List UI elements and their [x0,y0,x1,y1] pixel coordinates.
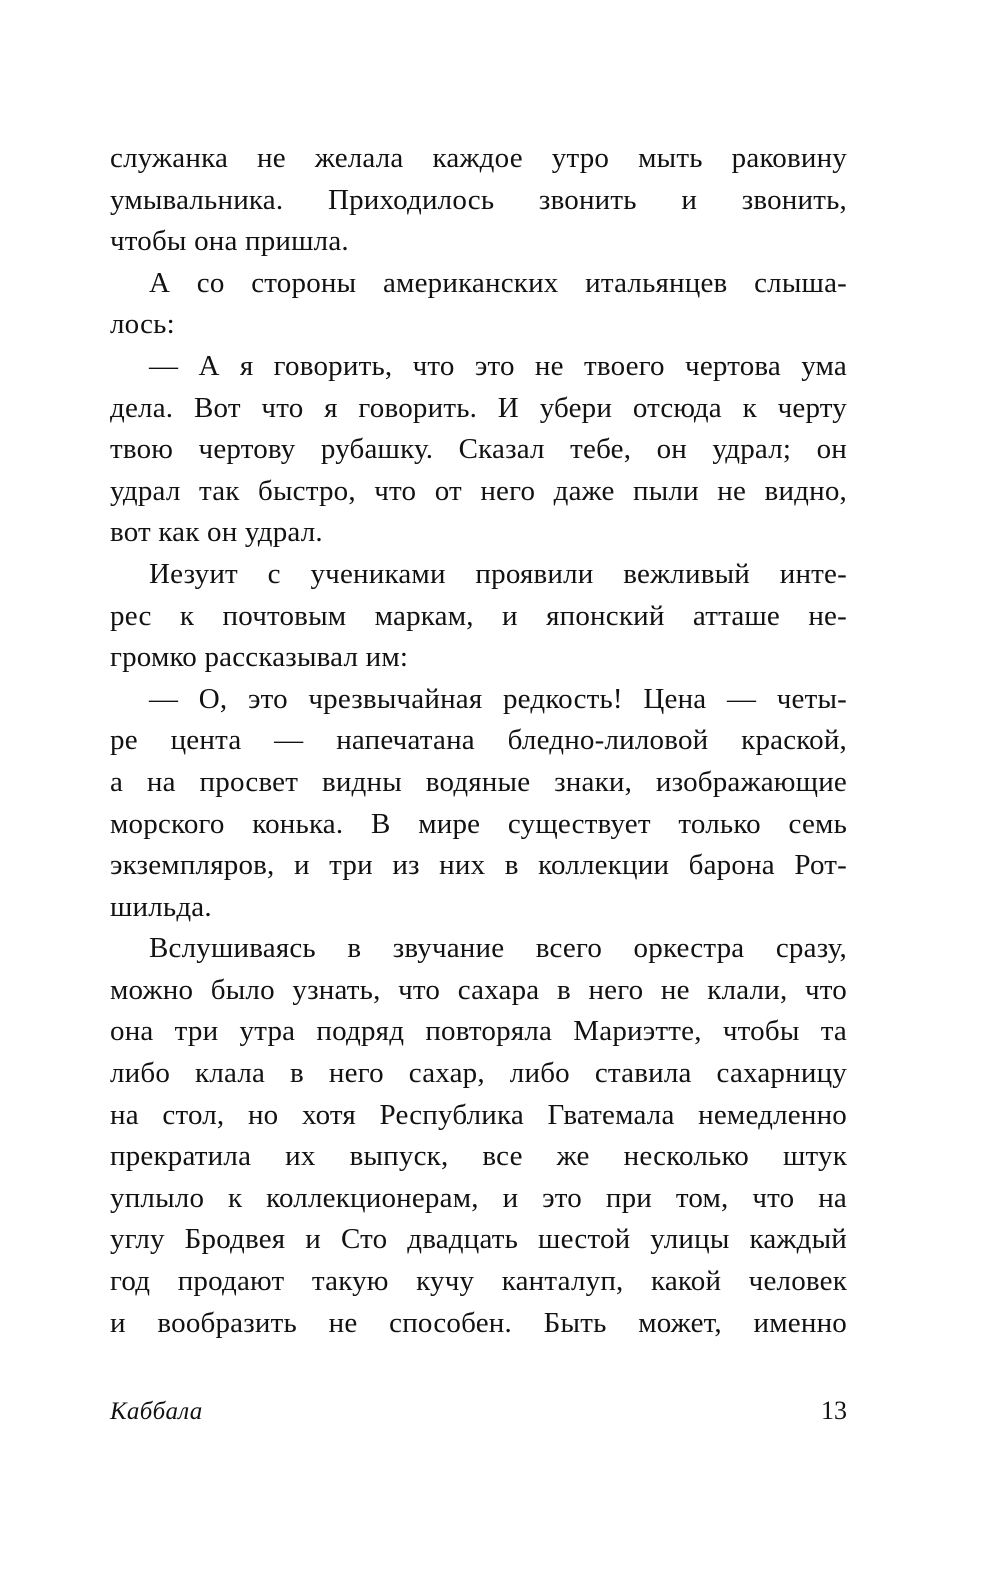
running-title: Каббала [110,1398,203,1425]
text-line: Иезуит с учениками проявили вежливый инте- [149,557,847,590]
paragraph [110,928,847,1344]
page-footer [110,1396,847,1426]
paragraph [110,554,847,679]
text-line: служанка не желала каждое утро мыть раковину [110,142,847,174]
text-line: — А я говорить, что это не твоего чертова ума [149,349,847,382]
text-line: рес к почтовым маркам, и японский атташе не- [110,599,847,632]
text-line: громко рассказывал им: [110,641,409,674]
text-line: экземпляров, и три из них в коллекции барона Рот- [110,849,847,882]
text-line: шильда. [110,890,212,923]
text-line: и вообразить не способен. Быть может, именно [110,1306,847,1339]
text-line: удрал так быстро, что от него даже пыли не видно, [110,474,847,507]
text-line: уплыло к коллекционерам, и это при том, что на [110,1181,847,1214]
text-line: Вслушиваясь в звучание всего оркестра сразу, [149,932,847,965]
text-line: — О, это чрезвычайная редкость! Цена — четы- [149,682,847,715]
text-line: углу Бродвея и Сто двадцать шестой улицы каждый [110,1223,847,1256]
page-number: 13 [821,1396,847,1425]
text-line: либо клала в него сахар, либо ставила сахарницу [110,1057,847,1090]
text-line: твою чертову рубашку. Сказал тебе, он удрал; он [110,433,847,466]
paragraph [110,679,847,929]
text-line: на стол, но хотя Республика Гватемала немедленно [110,1098,847,1131]
text-line: а на просвет видны водяные знаки, изображающие [110,765,847,798]
text-line: можно было узнать, что сахара в него не клали, что [110,973,847,1006]
text-line: ре цента — напечатана бледно-лиловой краской, [110,724,847,757]
paragraph [110,263,847,346]
text-line: чтобы она пришла. [110,225,349,258]
text-line: морского конька. В мире существует только семь [110,807,847,840]
text-line: прекратила их выпуск, все же несколько штук [110,1140,847,1173]
text-line: А со стороны американских итальянцев слыша- [149,266,847,299]
text-line: вот как он удрал. [110,516,323,549]
text-line: умывальника. Приходилось звонить и звонить, [110,183,847,216]
text-line: год продают такую кучу канталуп, какой человек [110,1265,847,1298]
paragraph [110,346,847,554]
page-text [110,138,847,1344]
text-line: она три утра подряд повторяла Мариэтте, чтобы та [110,1015,847,1048]
text-line: дела. Вот что я говорить. И убери отсюда к черту [110,391,847,424]
paragraph [110,138,847,263]
text-line: лось: [110,308,175,341]
